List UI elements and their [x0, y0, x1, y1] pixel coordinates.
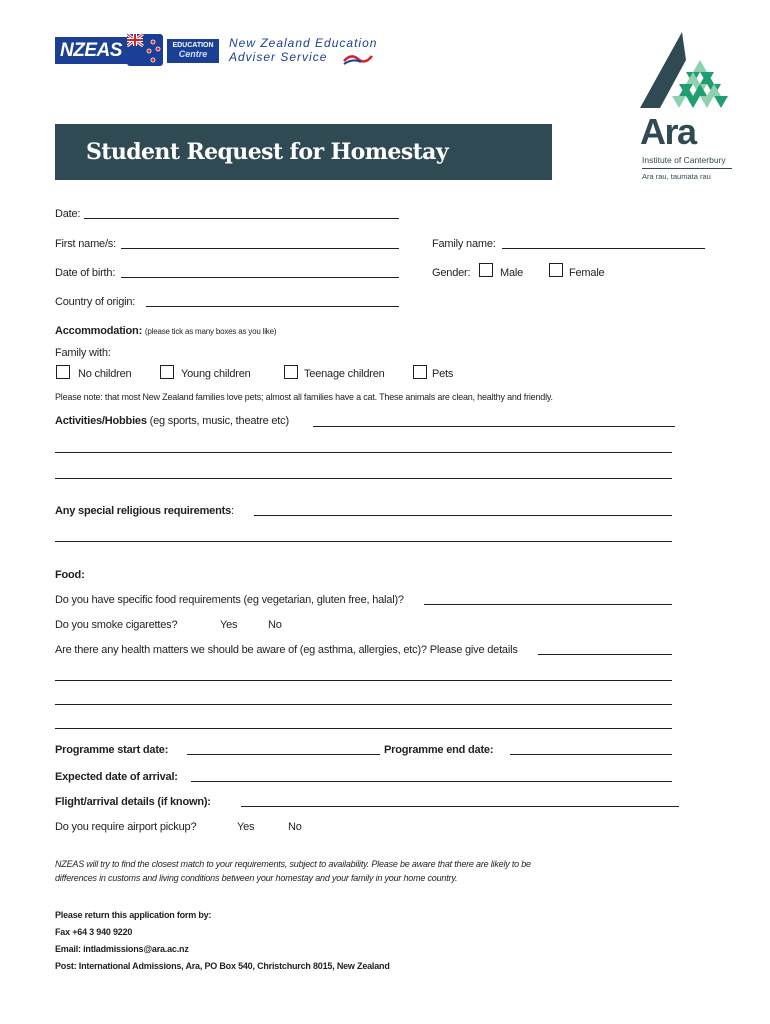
male-checkbox[interactable] — [479, 263, 493, 277]
disclaimer-line-2: differences in customs and living conditions between your homestay and your family in your home country. — [55, 873, 458, 883]
food-requirements-field[interactable] — [424, 604, 672, 605]
ara-divider — [642, 168, 732, 169]
female-label: Female — [569, 267, 605, 279]
pets-checkbox[interactable] — [413, 365, 427, 379]
date-label: Date: — [55, 208, 81, 220]
accommodation-hint: (please tick as many boxes as you like) — [144, 327, 277, 336]
smoke-yes-option[interactable]: Yes — [220, 619, 238, 631]
flight-details-label: Flight/arrival details (if known): — [55, 796, 211, 808]
food-heading: Food: — [55, 569, 85, 581]
food-requirements-question: Do you have specific food requirements (eg vegetarian, gluten free, halal)? — [55, 594, 404, 606]
religious-field-line-2[interactable] — [55, 541, 672, 542]
smoke-no-option[interactable]: No — [268, 619, 282, 631]
ara-wordmark: Ara — [640, 111, 696, 152]
country-label: Country of origin: — [55, 296, 136, 308]
pets-label: Pets — [432, 368, 454, 380]
health-field-line-2[interactable] — [55, 680, 672, 681]
education-centre-badge: EDUCATION Centre — [167, 39, 219, 63]
disclaimer-line-1: NZEAS will try to find the closest match to your requirements, subject to availability. Please be aware that there are likely to be — [55, 859, 531, 869]
religious-field-line-1[interactable] — [254, 515, 672, 516]
young-children-checkbox[interactable] — [160, 365, 174, 379]
pets-note: Please note: that most New Zealand families love pets; almost all families have a cat. These animals are clean, healthy and friendly. — [55, 392, 553, 402]
ara-tagline: Ara rau, taumata rau — [642, 172, 711, 181]
swoosh-icon — [343, 53, 373, 65]
programme-end-label: Programme end date: — [384, 744, 494, 756]
flight-details-field[interactable] — [241, 806, 679, 807]
pickup-yes-option[interactable]: Yes — [237, 821, 255, 833]
programme-end-field[interactable] — [510, 754, 672, 755]
nzeas-badge: NZEAS — [55, 37, 147, 64]
arrival-date-label: Expected date of arrival: — [55, 771, 178, 783]
nz-flag-icon — [127, 34, 163, 66]
nzeas-full-name: New Zealand Education Adviser Service — [229, 36, 378, 64]
postal-address: Post: International Admissions, Ara, PO Box 540, Christchurch 8015, New Zealand — [55, 961, 390, 971]
pickup-no-option[interactable]: No — [288, 821, 302, 833]
family-name-field[interactable] — [502, 248, 705, 249]
activities-field-line-3[interactable] — [55, 478, 672, 479]
dob-field[interactable] — [121, 277, 399, 278]
dob-label: Date of birth: — [55, 267, 116, 279]
return-instructions: Please return this application form by: — [55, 910, 212, 920]
ara-triangle-icon — [640, 32, 734, 112]
teenage-children-checkbox[interactable] — [284, 365, 298, 379]
health-question: Are there any health matters we should be aware of (eg asthma, allergies, etc)? Please give details — [55, 644, 518, 656]
programme-start-label: Programme start date: — [55, 744, 169, 756]
ara-logo — [640, 32, 740, 184]
young-children-label: Young children — [181, 368, 251, 380]
first-names-field[interactable] — [121, 248, 399, 249]
health-field-line-3[interactable] — [55, 704, 672, 705]
no-children-label: No children — [78, 368, 132, 380]
accommodation-heading: Accommodation: (please tick as many boxes as you like) — [55, 325, 277, 337]
country-field[interactable] — [146, 306, 399, 307]
health-field-line-1[interactable] — [538, 654, 672, 655]
email-address[interactable]: Email: intladmissions@ara.ac.nz — [55, 944, 189, 954]
gender-label: Gender: — [432, 267, 471, 279]
male-label: Male — [500, 267, 524, 279]
page-title: Student Request for Homestay — [86, 139, 449, 165]
activities-heading: Activities/Hobbies (eg sports, music, theatre etc) — [55, 415, 289, 427]
family-name-label: Family name: — [432, 238, 496, 250]
programme-start-field[interactable] — [187, 754, 380, 755]
activities-field-line-2[interactable] — [55, 452, 672, 453]
smoke-question: Do you smoke cigarettes? — [55, 619, 178, 631]
family-with-label: Family with: — [55, 347, 111, 359]
religious-heading: Any special religious requirements: — [55, 505, 234, 517]
title-banner — [55, 124, 552, 180]
ara-institute-name: Institute of Canterbury — [642, 155, 726, 165]
arrival-date-field[interactable] — [191, 781, 672, 782]
health-field-line-4[interactable] — [55, 728, 672, 729]
no-children-checkbox[interactable] — [56, 365, 70, 379]
airport-pickup-question: Do you require airport pickup? — [55, 821, 197, 833]
date-field[interactable] — [84, 218, 399, 219]
teenage-children-label: Teenage children — [304, 368, 385, 380]
fax-number: Fax +64 3 940 9220 — [55, 927, 133, 937]
nzeas-logo — [55, 33, 385, 73]
activities-field-line-1[interactable] — [313, 426, 675, 427]
female-checkbox[interactable] — [549, 263, 563, 277]
first-names-label: First name/s: — [55, 238, 116, 250]
